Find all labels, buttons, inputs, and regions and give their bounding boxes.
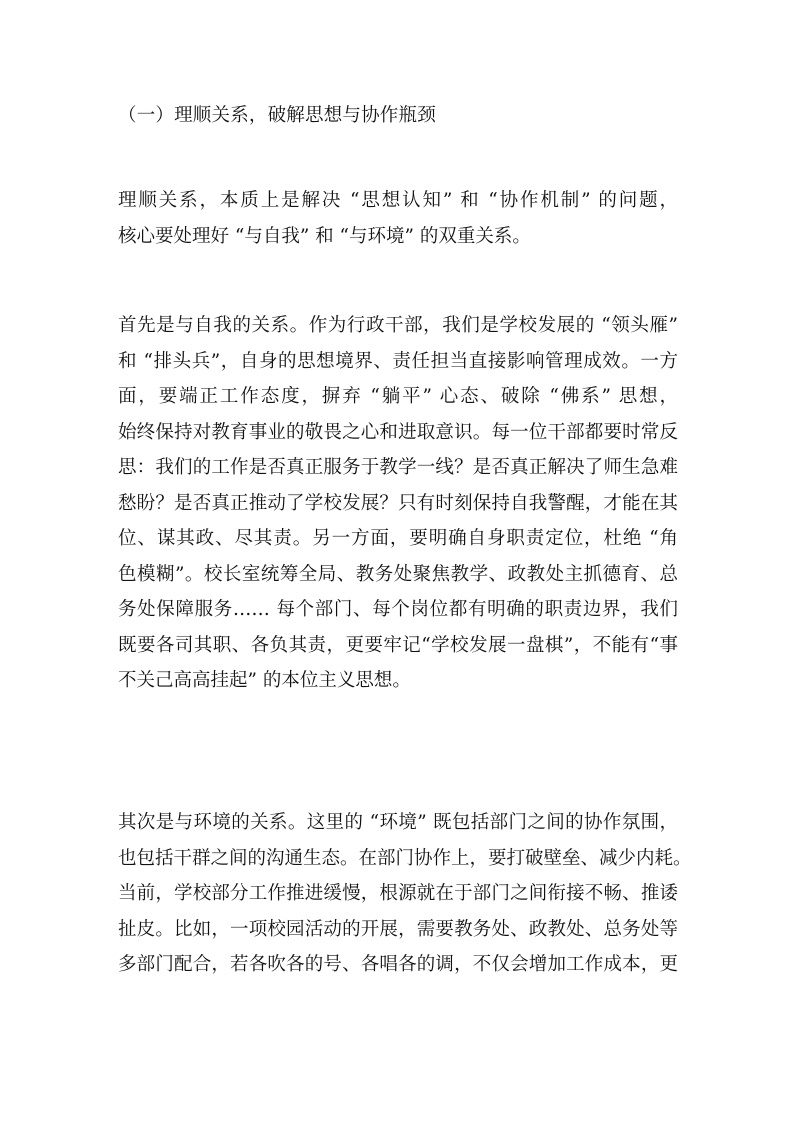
paragraph-line: 面，要端正工作态度，摒弃 “躺平” 心态、破除 “佛系” 思想， (118, 386, 678, 407)
paragraph-line: 始终保持对教育事业的敬畏之心和进取意识。每一位干部都要时常反 (118, 421, 678, 443)
paragraph-line: 和 “排头兵”，自身的思想境界、责任担当直接影响管理成效。一方 (118, 350, 678, 372)
paragraph-line: 色模糊”。校长室统筹全局、教务处聚焦教学、政教处主抓德育、总 (118, 563, 678, 585)
paragraph-self-relationship (118, 308, 678, 699)
paragraph-line: 其次是与环境的关系。这里的 “环境” 既包括部门之间的协作氛围， (118, 812, 678, 833)
paragraph-line: 扯皮。比如，一项校园活动的开展，需要教务处、政教处、总务处等 (118, 918, 678, 940)
section-heading: （一）理顺关系，破解思想与协作瓶颈 (118, 105, 436, 126)
paragraph-line: 既要各司其职、各负其责，更要牢记“学校发展一盘棋”，不能有“事 (118, 634, 678, 656)
paragraph-line: 也包括干群之间的沟通生态。在部门协作上，要打破壁垒、减少内耗。 (118, 847, 692, 869)
paragraph-line: 位、谋其政、尽其责。另一方面，要明确自身职责定位，杜绝 “角 (118, 528, 678, 549)
paragraph-line: 务处保障服务…… 每个部门、每个岗位都有明确的职责边界，我们 (118, 599, 678, 620)
paragraph-relationship-intro (118, 183, 678, 254)
paragraph-environment-relationship (118, 805, 692, 983)
paragraph-line: 愁盼？是否真正推动了学校发展？只有时刻保持自我警醒，才能在其 (118, 492, 678, 514)
paragraph-line: 不关己高高挂起” 的本位主义思想。 (118, 670, 411, 691)
paragraph-line: 核心要处理好 “与自我” 和 “与环境” 的双重关系。 (118, 225, 531, 247)
paragraph-line: 首先是与自我的关系。作为行政干部，我们是学校发展的 “领头雁” (118, 315, 678, 336)
paragraph-line: 理顺关系，本质上是解决 “思想认知” 和 “协作机制” 的问题， (118, 190, 678, 211)
paragraph-line: 多部门配合，若各吹各的号、各唱各的调，不仅会增加工作成本，更 (118, 954, 678, 975)
paragraph-line: 当前，学校部分工作推进缓慢，根源就在于部门之间衔接不畅、推诿 (118, 883, 678, 904)
paragraph-line: 思：我们的工作是否真正服务于教学一线？是否真正解决了师生急难 (118, 457, 678, 478)
